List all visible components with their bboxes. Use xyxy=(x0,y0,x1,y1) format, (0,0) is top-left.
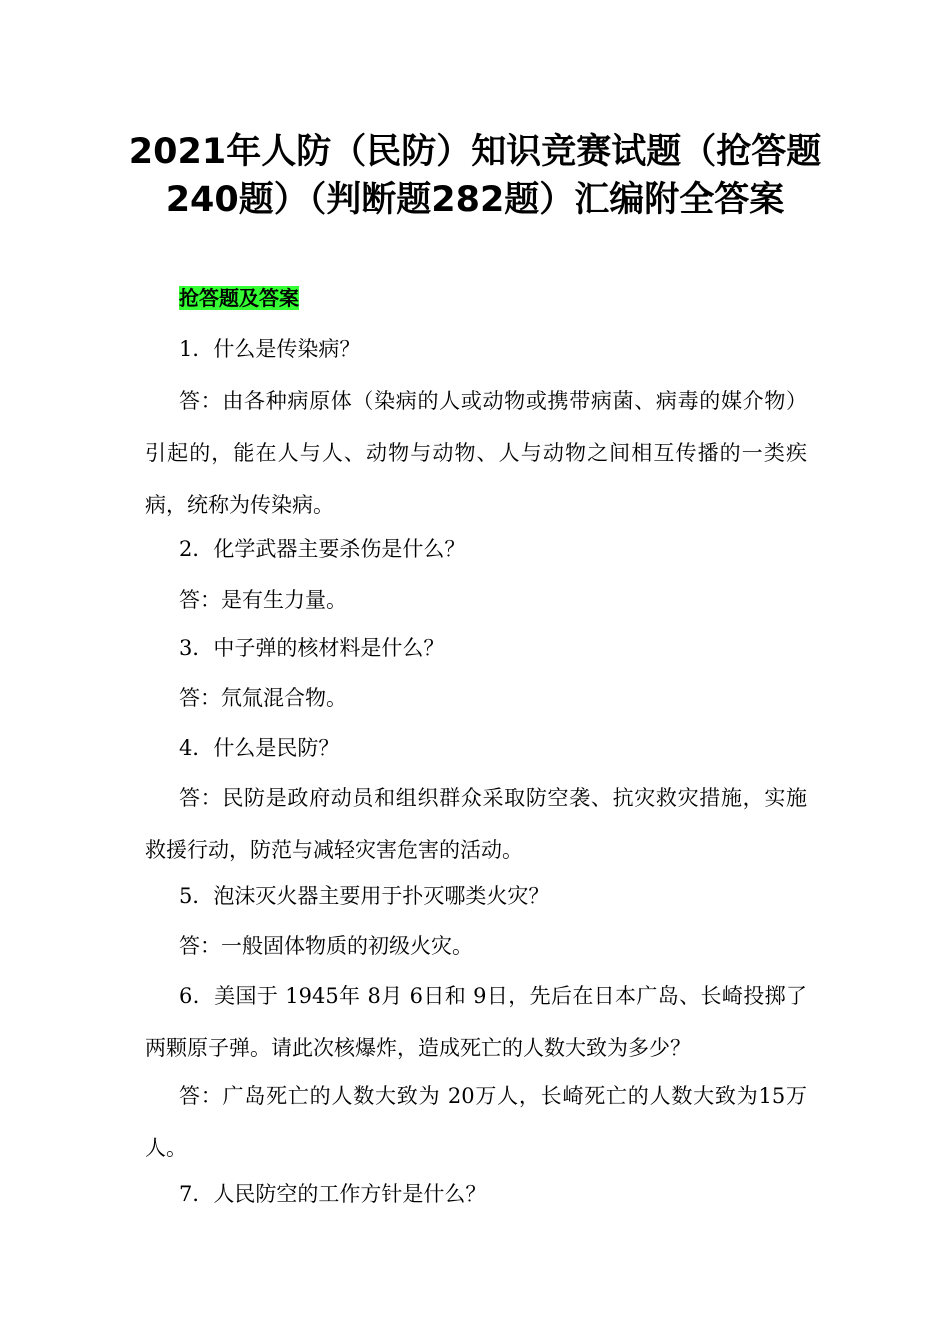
question-2: 2．化学武器主要杀伤是什么？ xyxy=(179,537,466,561)
question-6: 6．美国于 1945年 8月 6日和 9日，先后在日本广岛、长崎投掷了两颗原子弹。请此次核爆炸，造成死亡的人数大致为多少？ xyxy=(145,984,807,1060)
section-heading xyxy=(179,283,299,313)
document-title: 2021年人防（民防）知识竞赛试题（抢答题240题）（判断题282题）汇编附全答案 xyxy=(128,132,822,220)
question-7: 7．人民防空的工作方针是什么？ xyxy=(179,1182,487,1206)
question-5: 5．泡沫灭火器主要用于扑灭哪类火灾？ xyxy=(179,884,550,908)
answer-6: 答：广岛死亡的人数大致为 20万人，长崎死亡的人数大致为15万人。 xyxy=(145,1084,807,1160)
answer-2: 答：是有生力量。 xyxy=(179,588,347,612)
answer-4: 答：民防是政府动员和组织群众采取防空袭、抗灾救灾措施，实施救援行动，防范与减轻灾害危害的活动。 xyxy=(145,786,807,862)
section-heading-highlight: 抢答题及答案 xyxy=(179,286,299,310)
answer-3: 答：氘氚混合物。 xyxy=(179,686,347,710)
question-3: 3．中子弹的核材料是什么？ xyxy=(179,636,445,660)
answer-1: 答：由各种病原体（染病的人或动物或携带病菌、病毒的媒介物）引起的，能在人与人、动物与动物、人与动物之间相互传播的一类疾病，统称为传染病。 xyxy=(145,389,807,517)
question-4: 4．什么是民防？ xyxy=(179,736,340,760)
question-1: 1．什么是传染病？ xyxy=(179,337,361,361)
answer-5: 答：一般固体物质的初级火灾。 xyxy=(179,934,473,958)
